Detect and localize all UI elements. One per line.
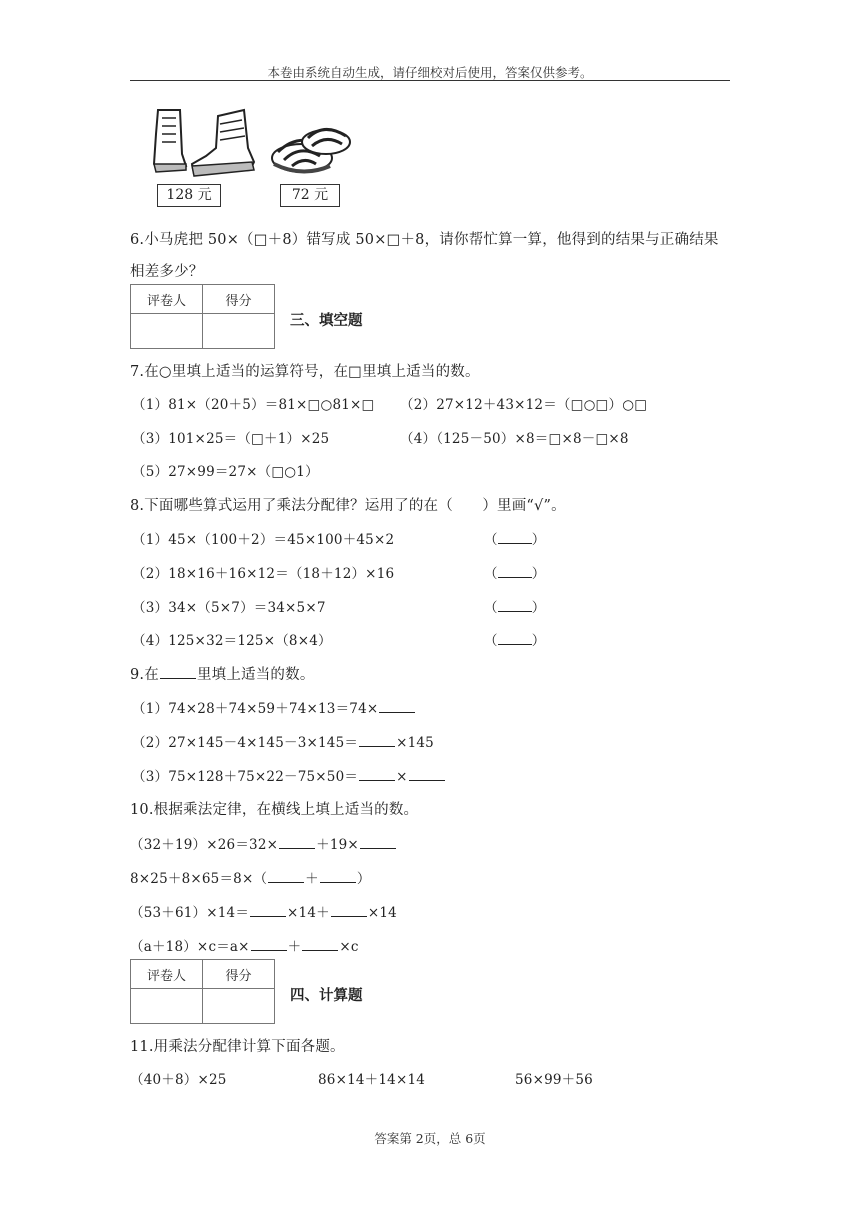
question-9-item-2 [132, 731, 434, 751]
equation-text: ＋ [305, 871, 319, 887]
paren-open: （ [484, 633, 498, 649]
equation-text: ＋ [287, 939, 302, 955]
question-8-item: （3）34×（5×7）＝34×5×7 [132, 600, 326, 616]
answer-parentheses[interactable] [484, 562, 545, 582]
grader-header: 评卷人 [131, 285, 203, 314]
paren-open: （ [484, 566, 498, 582]
answer-blank[interactable] [359, 734, 395, 747]
section-title-fill-in: 三、填空题 [290, 313, 363, 329]
equation-text: ×c [339, 939, 359, 955]
answer-blank[interactable] [498, 599, 532, 612]
equation-text: （53＋61）×14＝ [130, 905, 250, 921]
question-7-item-5: （5）27×99＝27×（□○1） [132, 464, 319, 480]
paren-close: ） [531, 566, 546, 582]
answer-parentheses[interactable] [484, 596, 545, 616]
answer-blank[interactable] [268, 870, 304, 883]
price-tag-sandals: 72 元 [280, 184, 340, 207]
question-7-item-4: （4）（125－50）×8＝□×8－□×8 [400, 431, 629, 447]
question-7-stem: 7.在○里填上适当的运算符号，在□里填上适当的数。 [130, 364, 480, 380]
equation-text: （2）27×145－4×145－3×145＝ [132, 735, 359, 751]
answer-blank[interactable] [498, 632, 532, 645]
page-footer: 答案第 2页，总 6页 [374, 1131, 486, 1146]
question-10-line-2 [130, 867, 371, 887]
question-6-line1: 6.小马虎把 50×（□＋8）错写成 50×□＋8，请你帮忙算一算，他得到的结果与正确结果 [130, 232, 719, 248]
question-7-item-3: （3）101×25＝（□＋1）×25 [132, 431, 330, 447]
score-table [130, 284, 275, 349]
grader-header: 评卷人 [131, 960, 203, 989]
question-11-expression-3: 56×99＋56 [515, 1072, 593, 1088]
question-8-item: （1）45×（100＋2）＝45×100＋45×2 [132, 532, 395, 548]
stem-text: 里填上适当的数。 [196, 667, 315, 683]
question-10-line-3 [130, 901, 397, 921]
question-11-expression-2: 86×14＋14×14 [318, 1072, 426, 1088]
equation-text: ×14＋ [287, 905, 330, 921]
equation-text: （32＋19）×26＝32× [130, 837, 279, 853]
question-8-item: （4）125×32＝125×（8×4） [132, 633, 332, 649]
score-cell[interactable] [203, 314, 275, 349]
question-8-item: （2）18×16＋16×12＝（18＋12）×16 [132, 566, 395, 582]
paren-close: ） [531, 600, 546, 616]
answer-parentheses[interactable] [484, 629, 545, 649]
question-9-stem [130, 663, 315, 684]
answer-blank[interactable] [498, 565, 532, 578]
question-11-expression-1: （40＋8）×25 [130, 1072, 227, 1088]
grader-cell[interactable] [131, 989, 203, 1024]
stem-text: 9.在 [130, 667, 159, 683]
question-9-item-3 [132, 765, 446, 785]
boots-illustration [150, 104, 260, 184]
paren-close: ） [531, 532, 546, 548]
example-blank [160, 666, 196, 679]
answer-blank[interactable] [320, 870, 356, 883]
answer-blank[interactable] [302, 938, 338, 951]
price-tag-boots: 128 元 [157, 184, 221, 207]
grader-cell[interactable] [131, 314, 203, 349]
question-7-item-2: （2）27×12＋43×12＝（□○□）○□ [400, 397, 648, 413]
question-6-line2: 相差多少？ [130, 264, 204, 280]
equation-text: 8×25＋8×65＝8×（ [130, 871, 268, 887]
answer-blank[interactable] [498, 531, 532, 544]
equation-text: （a＋18）×c＝a× [130, 939, 250, 955]
answer-blank[interactable] [331, 904, 367, 917]
question-9-item-1 [132, 697, 416, 717]
question-10-line-1 [130, 833, 397, 853]
answer-blank[interactable] [251, 938, 287, 951]
equation-text: ×145 [396, 735, 434, 751]
page-header: 本卷由系统自动生成，请仔细校对后使用，答案仅供参考。 [267, 65, 593, 80]
header-rule [130, 80, 730, 81]
answer-parentheses[interactable] [484, 528, 545, 548]
paren-close: ） [531, 633, 546, 649]
section-title-calculation: 四、计算题 [290, 988, 363, 1004]
paren-open: （ [484, 600, 498, 616]
score-cell[interactable] [203, 989, 275, 1024]
equation-text: ×14 [367, 905, 397, 921]
question-11-stem: 11.用乘法分配律计算下面各题。 [130, 1039, 345, 1055]
sandals-illustration [268, 112, 354, 182]
equation-text: （1）74×28＋74×59＋74×13＝74× [132, 701, 379, 717]
equation-text: ＋19× [316, 837, 359, 853]
paren-open: （ [484, 532, 498, 548]
equation-text: ） [356, 871, 371, 887]
question-10-stem: 10.根据乘法定律，在横线上填上适当的数。 [130, 802, 419, 818]
equation-text: （3）75×128＋75×22－75×50＝ [132, 769, 359, 785]
question-8-stem: 8.下面哪些算式运用了乘法分配律？运用了的在（ ）里画“√”。 [130, 498, 566, 514]
answer-blank[interactable] [409, 768, 445, 781]
score-table [130, 959, 275, 1024]
answer-blank[interactable] [379, 700, 415, 713]
answer-blank[interactable] [359, 768, 395, 781]
score-header: 得分 [203, 285, 275, 314]
score-header: 得分 [203, 960, 275, 989]
question-7-item-1: （1）81×（20＋5）＝81×□○81×□ [132, 397, 375, 413]
answer-blank[interactable] [250, 904, 286, 917]
answer-blank[interactable] [360, 836, 396, 849]
equation-text: × [396, 769, 408, 785]
question-10-line-4 [130, 935, 359, 955]
answer-blank[interactable] [279, 836, 315, 849]
